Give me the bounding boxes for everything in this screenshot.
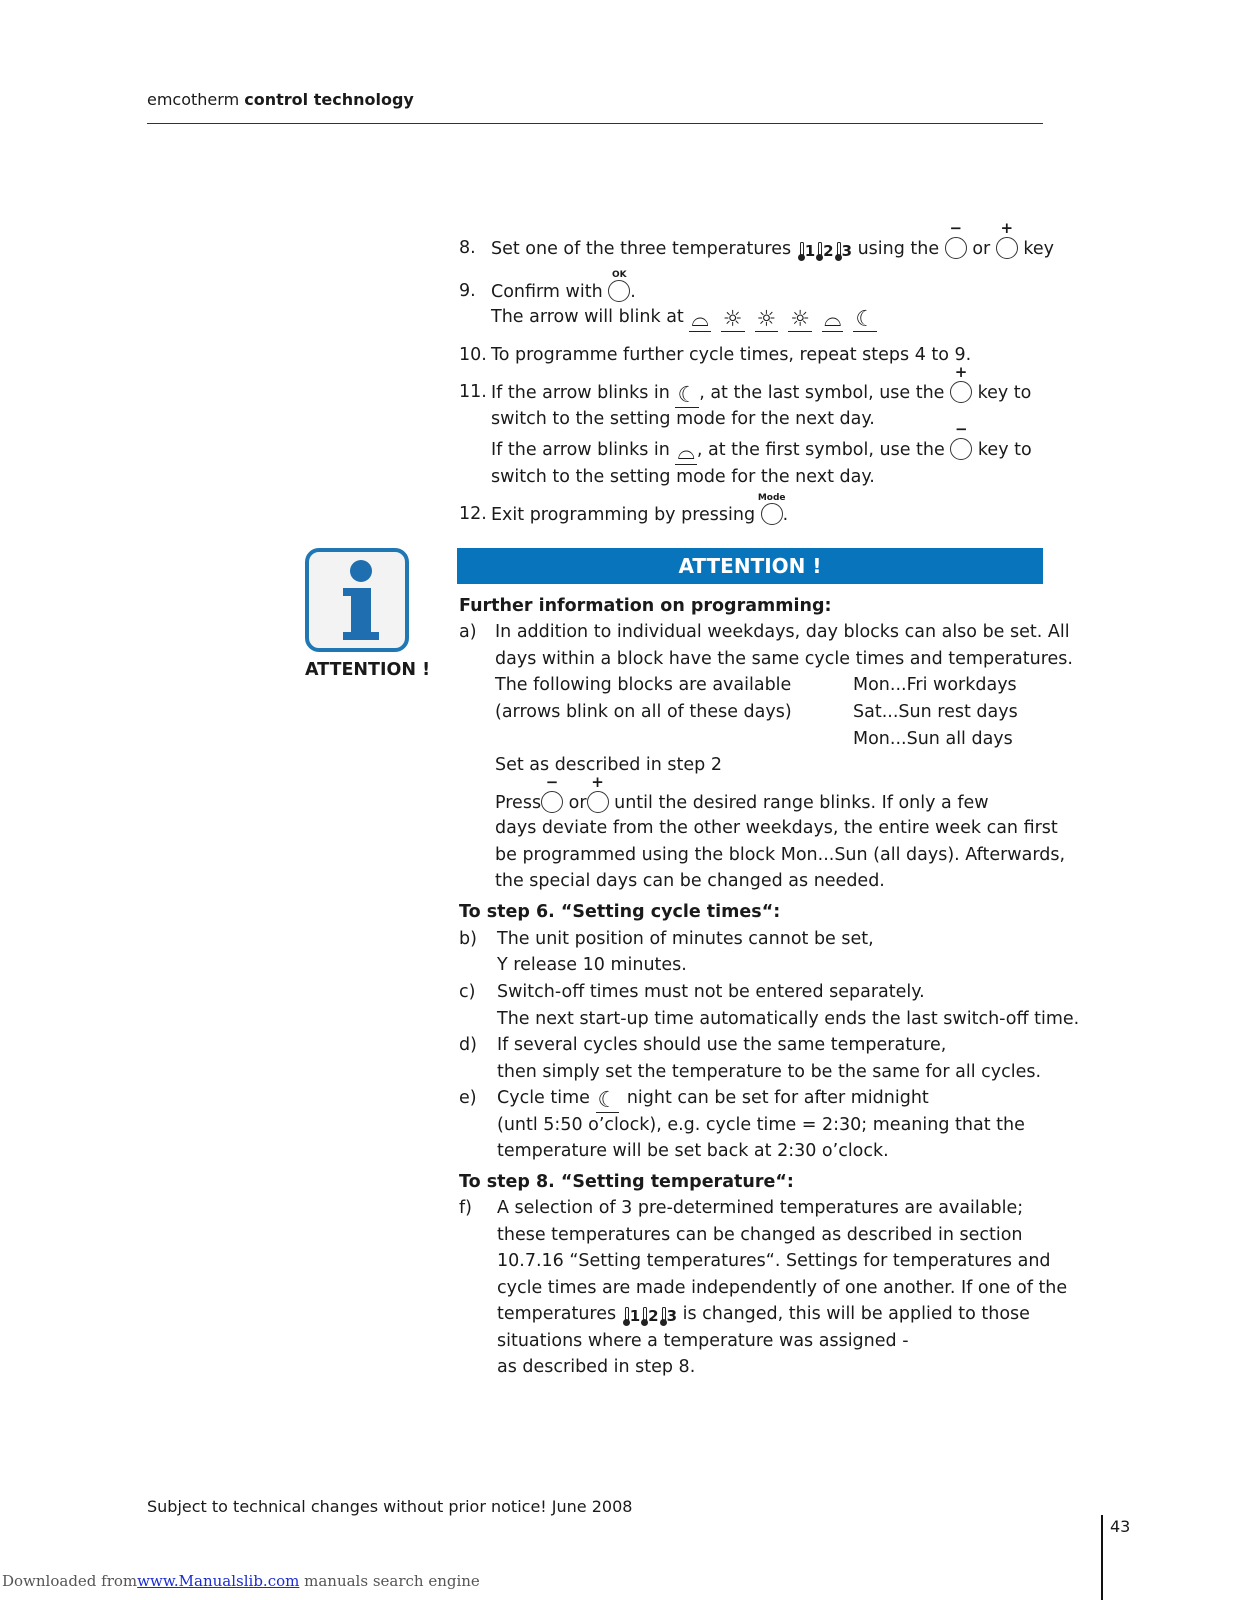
page-number: 43 (1110, 1517, 1131, 1536)
step-8 (491, 219, 1055, 262)
item-f-letter: f) (459, 1198, 472, 1218)
item-f-l6: situations where a temperature was assigned - (497, 1331, 909, 1351)
block-3-desc: all days (945, 729, 1013, 749)
download-note (2, 1572, 480, 1590)
sun-icon: ☼ (756, 307, 777, 332)
step-8-text-c: or (972, 239, 991, 259)
minus-key-icon: − (541, 791, 563, 813)
item-e-l1-b: night can be set for after midnight (626, 1088, 929, 1108)
step-8-text-a: Set one of the three temperatures (491, 239, 792, 259)
step-11-line1 (491, 363, 1032, 408)
item-c-letter: c) (459, 982, 476, 1002)
item-e-letter: e) (459, 1088, 477, 1108)
item-a-l6-a: Press (495, 793, 542, 813)
ok-key-icon: OK (608, 280, 630, 302)
item-f-l3: 10.7.16 “Setting temperatures“. Settings for temperatures and (497, 1251, 1051, 1271)
step-11-line4: switch to the setting mode for the next day. (491, 467, 875, 487)
sunrise-icon: ⌓ (677, 440, 695, 465)
step-9-text-c: The arrow will blink at (491, 307, 684, 327)
download-prefix: Downloaded from (2, 1572, 138, 1590)
item-a-l6 (495, 773, 989, 814)
minus-key-icon: − (945, 237, 967, 259)
plus-key-icon: + (587, 791, 609, 813)
item-a-l7: days deviate from the other weekdays, the entire week can first (495, 818, 1058, 838)
item-f-l2: these temperatures can be changed as described in section (497, 1225, 1023, 1245)
attention-banner: ATTENTION ! (457, 548, 1043, 584)
step-11-line2: switch to the setting mode for the next day. (491, 409, 875, 429)
item-f-l5-b: is changed, this will be applied to those (682, 1304, 1030, 1324)
step-11-text-e: , at the first symbol, use the (696, 440, 945, 460)
item-f-l4: cycle times are made independently of one another. If one of the (497, 1278, 1068, 1298)
block-2-desc: rest days (937, 702, 1018, 722)
moon-icon: ☾ (597, 1088, 618, 1113)
step-10-num: 10. (459, 345, 487, 365)
sunset-icon: ⌓ (823, 307, 842, 332)
header-subtitle: control technology (244, 90, 414, 109)
item-a-l9: the special days can be changed as needed. (495, 871, 885, 891)
step-12 (491, 493, 789, 526)
step-11-num: 11. (459, 382, 487, 402)
manualslib-link[interactable]: www.Manualslib.com (137, 1572, 300, 1590)
item-b-l2: Y release 10 minutes. (497, 955, 687, 975)
block-1-name: Mon...Fri (853, 675, 928, 695)
step-11-line3 (491, 420, 1032, 465)
moon-icon: ☾ (677, 383, 698, 408)
item-d-letter: d) (459, 1035, 477, 1055)
item-a-l2: days within a block have the same cycle times and temperatures. (495, 649, 1073, 669)
step-8-num: 8. (459, 238, 476, 258)
plus-key-icon: + (996, 237, 1018, 259)
item-f-l1: A selection of 3 pre-determined temperatures are available; (497, 1198, 1024, 1218)
block-2-name: Sat...Sun (853, 702, 932, 722)
minus-key-icon: − (950, 438, 972, 460)
plus-key-icon: + (950, 381, 972, 403)
step-12-num: 12. (459, 504, 487, 524)
step8-heading: To step 8. “Setting temperature“: (459, 1172, 794, 1192)
item-e-l1-a: Cycle time (497, 1088, 590, 1108)
header-rule (147, 123, 1043, 124)
block-3-name: Mon...Sun (853, 729, 940, 749)
thermometer-icons: 1 2 3 (797, 240, 852, 262)
moon-icon: ☾ (855, 307, 876, 332)
item-a-l5: Set as described in step 2 (495, 755, 722, 775)
step-12-text-a: Exit programming by pressing (491, 505, 756, 525)
item-a-l4: (arrows blink on all of these days) (495, 702, 792, 722)
footer-notice: Subject to technical changes without prior notice! June 2008 (147, 1497, 633, 1516)
step-11-text-d: If the arrow blinks in (491, 440, 670, 460)
page-header (147, 90, 414, 109)
item-a-letter: a) (459, 622, 477, 642)
item-b-l1: The unit position of minutes cannot be set, (497, 929, 874, 949)
item-d-l2: then simply set the temperature to be the same for all cycles. (497, 1062, 1042, 1082)
step-8-text-b: using the (857, 239, 940, 259)
item-a-l1: In addition to individual weekdays, day blocks can also be set. All (495, 622, 1070, 642)
step-8-text-d: key (1023, 239, 1055, 259)
block-1 (853, 674, 1017, 696)
item-a-l8: be programmed using the block Mon...Sun (all days). Afterwards, (495, 845, 1066, 865)
step-9-num: 9. (459, 281, 476, 301)
item-f-l5 (497, 1303, 1030, 1327)
item-a-l6-b: or (568, 793, 587, 813)
item-e-l3: temperature will be set back at 2:30 o’clock. (497, 1141, 889, 1161)
step-9-text-b: . (630, 282, 636, 302)
mode-key-icon: Mode (761, 503, 783, 525)
step-11-text-f: key to (977, 440, 1032, 460)
step6-heading: To step 6. “Setting cycle times“: (459, 902, 781, 922)
step-9-line2 (491, 306, 887, 332)
item-c-l2: The next start-up time automatically ends the last switch-off time. (497, 1009, 1080, 1029)
download-suffix: manuals search engine (304, 1572, 480, 1590)
header-brand: emcotherm (147, 90, 240, 109)
thermometer-icons: 1 2 3 (622, 1305, 677, 1327)
block-2 (853, 701, 1018, 723)
step-11-text-a: If the arrow blinks in (491, 383, 670, 403)
item-e-l2: (untl 5:50 o’clock), e.g. cycle time = 2:30; meaning that the (497, 1115, 1025, 1135)
step-9-line1 (491, 270, 636, 303)
item-a-l6-c: until the desired range blinks. If only a few (614, 793, 989, 813)
further-info-heading: Further information on programming: (459, 596, 832, 616)
sun-rising-icon: ☼ (722, 307, 743, 332)
item-b-letter: b) (459, 929, 477, 949)
info-icon (305, 548, 409, 652)
item-a-l3: The following blocks are available (495, 675, 792, 695)
step-11-text-b: , at the last symbol, use the (699, 383, 945, 403)
attention-label: ATTENTION ! (305, 660, 431, 680)
page-number-divider (1101, 1515, 1103, 1600)
step-11-text-c: key to (977, 383, 1032, 403)
item-f-l5-a: temperatures (497, 1304, 617, 1324)
item-c-l1: Switch-off times must not be entered separately. (497, 982, 925, 1002)
item-d-l1: If several cycles should use the same temperature, (497, 1035, 947, 1055)
block-3 (853, 728, 1013, 750)
sun-setting-icon: ☼ (790, 307, 810, 332)
sunrise-icon: ⌓ (691, 307, 709, 332)
item-e-l1 (497, 1087, 929, 1113)
step-9-text-a: Confirm with (491, 282, 603, 302)
step-12-text-b: . (782, 505, 789, 525)
item-f-l7: as described in step 8. (497, 1357, 696, 1377)
step-10-text: To programme further cycle times, repeat steps 4 to 9. (491, 345, 972, 365)
block-1-desc: workdays (933, 675, 1017, 695)
